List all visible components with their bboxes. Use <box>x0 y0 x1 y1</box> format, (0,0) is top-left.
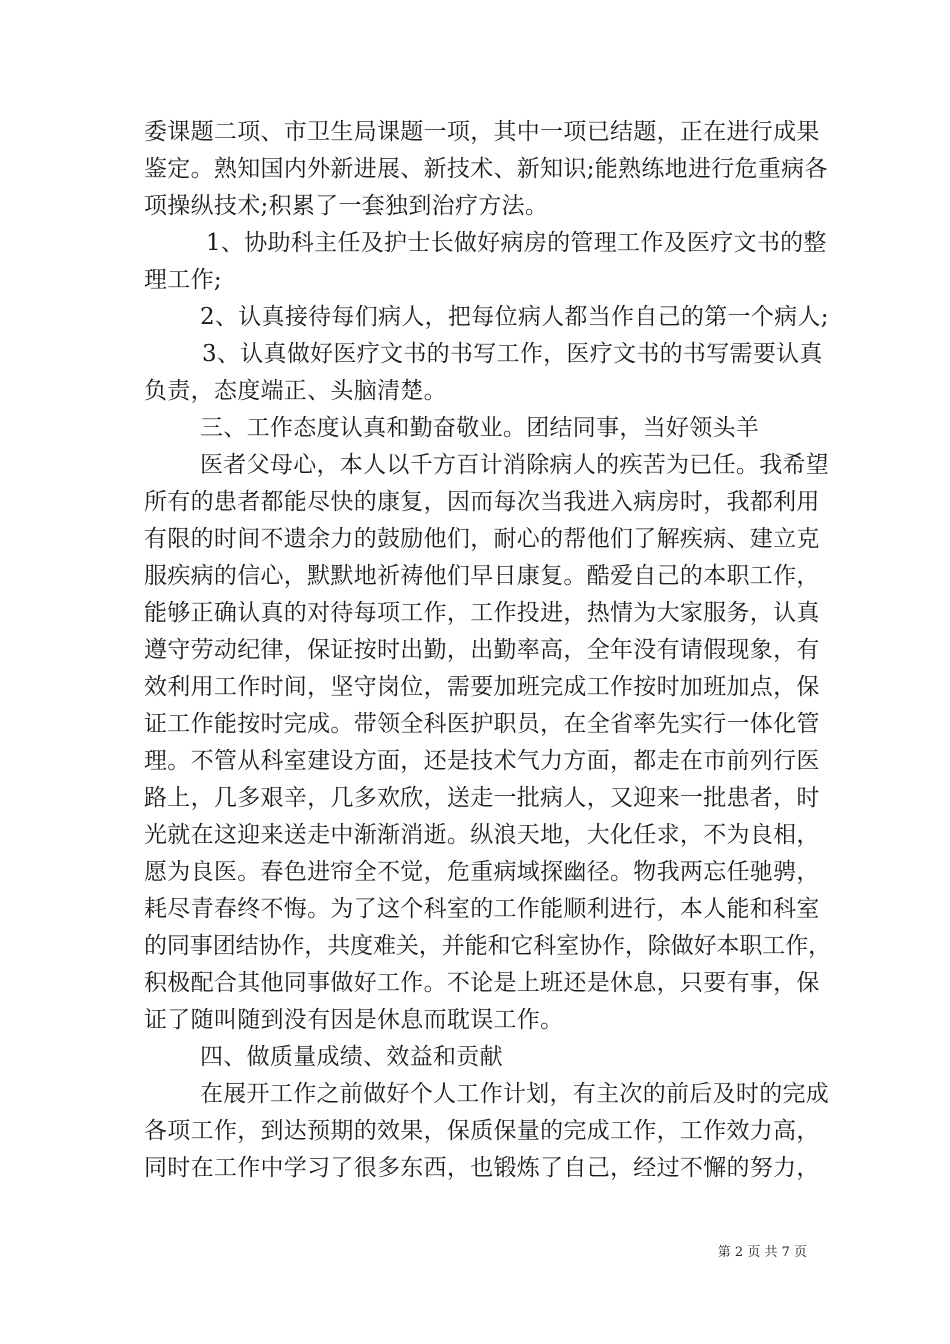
text-line: 鉴定。熟知国内外新进展、新技术、新知识;能熟练地进行危重病各 <box>144 156 828 182</box>
page-number: 第 2 页 共 7 页 <box>717 1245 807 1260</box>
text-line: 有限的时间不遗余力的鼓励他们，耐心的帮他们了解疾病、建立克 <box>144 526 820 552</box>
text-line: 证了随叫随到没有因是休息而耽误工作。 <box>144 1007 564 1033</box>
text-line: 在展开工作之前做好个人工作计划，有主次的前后及时的完成 <box>200 1081 830 1107</box>
text-line: 路上，几多艰辛，几多欢欣，送走一批病人，又迎来一批患者，时 <box>144 785 820 811</box>
text-line: 1、协助科主任及护士长做好病房的管理工作及医疗文书的整 <box>206 230 827 256</box>
section-heading: 三、工作态度认真和勤奋敬业。团结同事，当好领头羊 <box>200 415 760 441</box>
text-line: 3、认真做好医疗文书的书写工作，医疗文书的书写需要认真 <box>202 341 823 367</box>
text-line: 能够正确认真的对待每项工作，工作投进，热情为大家服务，认真 <box>144 600 820 626</box>
text-line: 遵守劳动纪律，保证按时出勤，出勤率高，全年没有请假现象，有 <box>144 637 820 663</box>
text-line: 证工作能按时完成。带领全科医护职员，在全省率先实行一体化管 <box>144 711 820 737</box>
text-line: 所有的患者都能尽快的康复，因而每次当我进入病房时，我都利用 <box>144 489 820 515</box>
text-line: 2、认真接待每们病人，把每位病人都当作自己的第一个病人; <box>200 304 829 330</box>
text-line: 积极配合其他同事做好工作。不论是上班还是休息，只要有事，保 <box>144 970 820 996</box>
text-line: 理工作; <box>144 267 222 293</box>
text-line: 负责，态度端正、头脑清楚。 <box>144 378 447 404</box>
text-line: 同时在工作中学习了很多东西，也锻炼了自己，经过不懈的努力， <box>144 1155 820 1181</box>
text-line: 医者父母心，本人以千方百计消除病人的疾苦为已任。我希望 <box>200 452 830 478</box>
text-line: 委课题二项、市卫生局课题一项，其中一项已结题，正在进行成果 <box>144 119 820 145</box>
text-line: 光就在这迎来送走中渐渐消逝。纵浪天地，大化任求，不为良相， <box>144 822 820 848</box>
text-line: 愿为良医。春色进帘全不觉，危重病域探幽径。物我两忘任驰骋， <box>144 859 820 885</box>
text-line: 服疾病的信心，默默地祈祷他们早日康复。酷爱自己的本职工作， <box>144 563 820 589</box>
section-heading: 四、做质量成绩、效益和贡献 <box>200 1044 503 1070</box>
text-line: 理。不管从科室建设方面，还是技术气力方面，都走在市前列行医 <box>144 748 820 774</box>
text-line: 耗尽青春终不悔。为了这个科室的工作能顺利进行，本人能和科室 <box>144 896 820 922</box>
text-line: 的同事团结协作，共度难关，并能和它科室协作，除做好本职工作， <box>144 933 832 959</box>
text-line: 各项工作，到达预期的效果，保质保量的完成工作，工作效力高， <box>144 1118 820 1144</box>
text-line: 项操纵技术;积累了一套独到治疗方法。 <box>144 193 549 219</box>
text-line: 效利用工作时间，坚守岗位，需要加班完成工作按时加班加点，保 <box>144 674 820 700</box>
